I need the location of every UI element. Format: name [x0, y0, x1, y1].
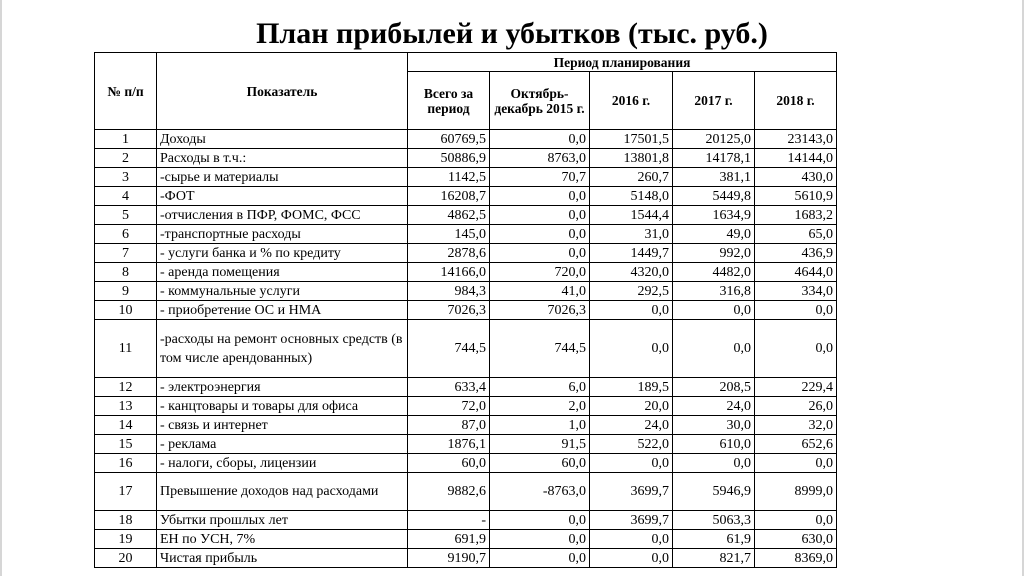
cell-name: - услуги банка и % по кредиту — [157, 244, 408, 263]
cell-name: ЕН по УСН, 7% — [157, 530, 408, 549]
cell-y2016: 13801,8 — [590, 149, 673, 168]
cell-total: 87,0 — [408, 416, 490, 435]
cell-q2015: 0,0 — [490, 206, 590, 225]
cell-name: - аренда помещения — [157, 263, 408, 282]
cell-y2017: 61,9 — [673, 530, 755, 549]
table-row — [95, 301, 837, 320]
table-row — [95, 378, 837, 397]
table-row — [95, 473, 837, 511]
cell-num: 19 — [95, 530, 157, 549]
header-period-group: Период планирования — [408, 53, 837, 72]
cell-y2018: 630,0 — [755, 530, 837, 549]
cell-y2017: 4482,0 — [673, 263, 755, 282]
cell-y2016: 4320,0 — [590, 263, 673, 282]
cell-y2017: 49,0 — [673, 225, 755, 244]
cell-name: - коммунальные услуги — [157, 282, 408, 301]
cell-y2018: 4644,0 — [755, 263, 837, 282]
cell-q2015: 60,0 — [490, 454, 590, 473]
cell-q2015: 744,5 — [490, 320, 590, 378]
cell-y2018: 32,0 — [755, 416, 837, 435]
cell-y2016: 3699,7 — [590, 511, 673, 530]
cell-total: 9190,7 — [408, 549, 490, 568]
header-indicator: Показатель — [157, 53, 408, 130]
cell-num: 10 — [95, 301, 157, 320]
cell-q2015: 0,0 — [490, 530, 590, 549]
cell-name: Убытки прошлых лет — [157, 511, 408, 530]
table-row — [95, 244, 837, 263]
cell-y2017: 14178,1 — [673, 149, 755, 168]
page-title: План прибылей и убытков (тыс. руб.) — [256, 17, 768, 50]
cell-y2016: 17501,5 — [590, 130, 673, 149]
table-row — [95, 549, 837, 568]
cell-y2016: 522,0 — [590, 435, 673, 454]
cell-y2016: 20,0 — [590, 397, 673, 416]
cell-q2015: 2,0 — [490, 397, 590, 416]
cell-y2016: 292,5 — [590, 282, 673, 301]
cell-y2017: 821,7 — [673, 549, 755, 568]
cell-y2018: 229,4 — [755, 378, 837, 397]
cell-num: 4 — [95, 187, 157, 206]
cell-y2018: 1683,2 — [755, 206, 837, 225]
cell-y2018: 26,0 — [755, 397, 837, 416]
cell-y2017: 24,0 — [673, 397, 755, 416]
cell-q2015: 0,0 — [490, 130, 590, 149]
cell-q2015: 0,0 — [490, 225, 590, 244]
cell-total: 691,9 — [408, 530, 490, 549]
cell-y2017: 208,5 — [673, 378, 755, 397]
cell-y2016: 0,0 — [590, 320, 673, 378]
cell-y2017: 5946,9 — [673, 473, 755, 511]
cell-y2016: 0,0 — [590, 530, 673, 549]
cell-name: - электроэнергия — [157, 378, 408, 397]
cell-num: 9 — [95, 282, 157, 301]
cell-y2018: 8999,0 — [755, 473, 837, 511]
cell-total: 9882,6 — [408, 473, 490, 511]
cell-name: - связь и интернет — [157, 416, 408, 435]
cell-y2018: 5610,9 — [755, 187, 837, 206]
cell-num: 15 — [95, 435, 157, 454]
cell-total: 16208,7 — [408, 187, 490, 206]
cell-total: 60,0 — [408, 454, 490, 473]
cell-total: 1876,1 — [408, 435, 490, 454]
cell-num: 3 — [95, 168, 157, 187]
cell-total: 2878,6 — [408, 244, 490, 263]
cell-num: 20 — [95, 549, 157, 568]
cell-y2017: 5449,8 — [673, 187, 755, 206]
cell-total: 72,0 — [408, 397, 490, 416]
cell-y2017: 0,0 — [673, 301, 755, 320]
cell-total: 633,4 — [408, 378, 490, 397]
header-2016: 2016 г. — [590, 72, 673, 130]
cell-y2016: 0,0 — [590, 301, 673, 320]
cell-num: 13 — [95, 397, 157, 416]
cell-total: 14166,0 — [408, 263, 490, 282]
cell-name: Расходы в т.ч.: — [157, 149, 408, 168]
cell-y2017: 0,0 — [673, 320, 755, 378]
cell-name: - реклама — [157, 435, 408, 454]
cell-q2015: 8763,0 — [490, 149, 590, 168]
cell-num: 1 — [95, 130, 157, 149]
header-2018: 2018 г. — [755, 72, 837, 130]
cell-y2018: 65,0 — [755, 225, 837, 244]
cell-q2015: 91,5 — [490, 435, 590, 454]
cell-q2015: 0,0 — [490, 244, 590, 263]
cell-num: 14 — [95, 416, 157, 435]
table-row — [95, 187, 837, 206]
cell-name: Превышение доходов над расходами — [157, 473, 408, 511]
cell-num: 18 — [95, 511, 157, 530]
cell-y2016: 260,7 — [590, 168, 673, 187]
cell-total: 60769,5 — [408, 130, 490, 149]
cell-y2016: 0,0 — [590, 454, 673, 473]
header-total: Всего за период — [408, 72, 490, 130]
cell-y2018: 436,9 — [755, 244, 837, 263]
cell-y2016: 31,0 — [590, 225, 673, 244]
cell-y2018: 0,0 — [755, 320, 837, 378]
cell-name: - канцтовары и товары для офиса — [157, 397, 408, 416]
cell-y2018: 430,0 — [755, 168, 837, 187]
cell-y2018: 652,6 — [755, 435, 837, 454]
cell-q2015: 7026,3 — [490, 301, 590, 320]
cell-name: -сырье и материалы — [157, 168, 408, 187]
cell-y2017: 610,0 — [673, 435, 755, 454]
cell-y2017: 0,0 — [673, 454, 755, 473]
cell-name: -расходы на ремонт основных средств (в том числе арендованных) — [157, 320, 408, 378]
cell-y2016: 1544,4 — [590, 206, 673, 225]
cell-name: -отчисления в ПФР, ФОМС, ФСС — [157, 206, 408, 225]
table-row — [95, 168, 837, 187]
cell-y2016: 3699,7 — [590, 473, 673, 511]
table-row — [95, 416, 837, 435]
left-border — [0, 0, 2, 576]
cell-name: Чистая прибыль — [157, 549, 408, 568]
cell-y2016: 1449,7 — [590, 244, 673, 263]
cell-num: 7 — [95, 244, 157, 263]
cell-num: 5 — [95, 206, 157, 225]
cell-q2015: 720,0 — [490, 263, 590, 282]
cell-name: - налоги, сборы, лицензии — [157, 454, 408, 473]
cell-y2017: 5063,3 — [673, 511, 755, 530]
cell-y2018: 23143,0 — [755, 130, 837, 149]
cell-y2018: 334,0 — [755, 282, 837, 301]
cell-y2017: 30,0 — [673, 416, 755, 435]
cell-q2015: 0,0 — [490, 511, 590, 530]
cell-y2016: 189,5 — [590, 378, 673, 397]
table-row — [95, 320, 837, 378]
cell-y2016: 24,0 — [590, 416, 673, 435]
cell-name: -ФОТ — [157, 187, 408, 206]
cell-name: Доходы — [157, 130, 408, 149]
cell-total: 984,3 — [408, 282, 490, 301]
cell-total: 50886,9 — [408, 149, 490, 168]
cell-y2017: 992,0 — [673, 244, 755, 263]
cell-y2018: 8369,0 — [755, 549, 837, 568]
table-row — [95, 530, 837, 549]
cell-total: 744,5 — [408, 320, 490, 378]
cell-num: 6 — [95, 225, 157, 244]
table-row — [95, 206, 837, 225]
cell-y2016: 0,0 — [590, 549, 673, 568]
cell-y2017: 1634,9 — [673, 206, 755, 225]
cell-total: 1142,5 — [408, 168, 490, 187]
cell-y2018: 0,0 — [755, 511, 837, 530]
cell-y2016: 5148,0 — [590, 187, 673, 206]
cell-name: - приобретение ОС и НМА — [157, 301, 408, 320]
cell-q2015: 70,7 — [490, 168, 590, 187]
cell-total: 4862,5 — [408, 206, 490, 225]
cell-y2017: 381,1 — [673, 168, 755, 187]
table-row — [95, 149, 837, 168]
cell-y2018: 0,0 — [755, 454, 837, 473]
header-2017: 2017 г. — [673, 72, 755, 130]
cell-num: 17 — [95, 473, 157, 511]
cell-y2018: 14144,0 — [755, 149, 837, 168]
cell-num: 11 — [95, 320, 157, 378]
cell-y2017: 316,8 — [673, 282, 755, 301]
cell-num: 8 — [95, 263, 157, 282]
cell-total: 7026,3 — [408, 301, 490, 320]
cell-q2015: 0,0 — [490, 187, 590, 206]
cell-q2015: 0,0 — [490, 549, 590, 568]
header-num: № п/п — [95, 53, 157, 130]
cell-y2017: 20125,0 — [673, 130, 755, 149]
cell-num: 12 — [95, 378, 157, 397]
cell-num: 2 — [95, 149, 157, 168]
cell-num: 16 — [95, 454, 157, 473]
table-row — [95, 454, 837, 473]
table-row — [95, 435, 837, 454]
cell-q2015: -8763,0 — [490, 473, 590, 511]
cell-total: - — [408, 511, 490, 530]
cell-y2018: 0,0 — [755, 301, 837, 320]
table-row — [95, 511, 837, 530]
cell-q2015: 41,0 — [490, 282, 590, 301]
table-row — [95, 130, 837, 149]
header-oct-dec-2015: Октябрь-декабрь 2015 г. — [490, 72, 590, 130]
cell-q2015: 1,0 — [490, 416, 590, 435]
profit-loss-table — [94, 52, 837, 568]
table-body — [95, 130, 837, 568]
table-row — [95, 282, 837, 301]
table-row — [95, 397, 837, 416]
table-row — [95, 225, 837, 244]
cell-name: -транспортные расходы — [157, 225, 408, 244]
cell-total: 145,0 — [408, 225, 490, 244]
table-row — [95, 263, 837, 282]
cell-q2015: 6,0 — [490, 378, 590, 397]
